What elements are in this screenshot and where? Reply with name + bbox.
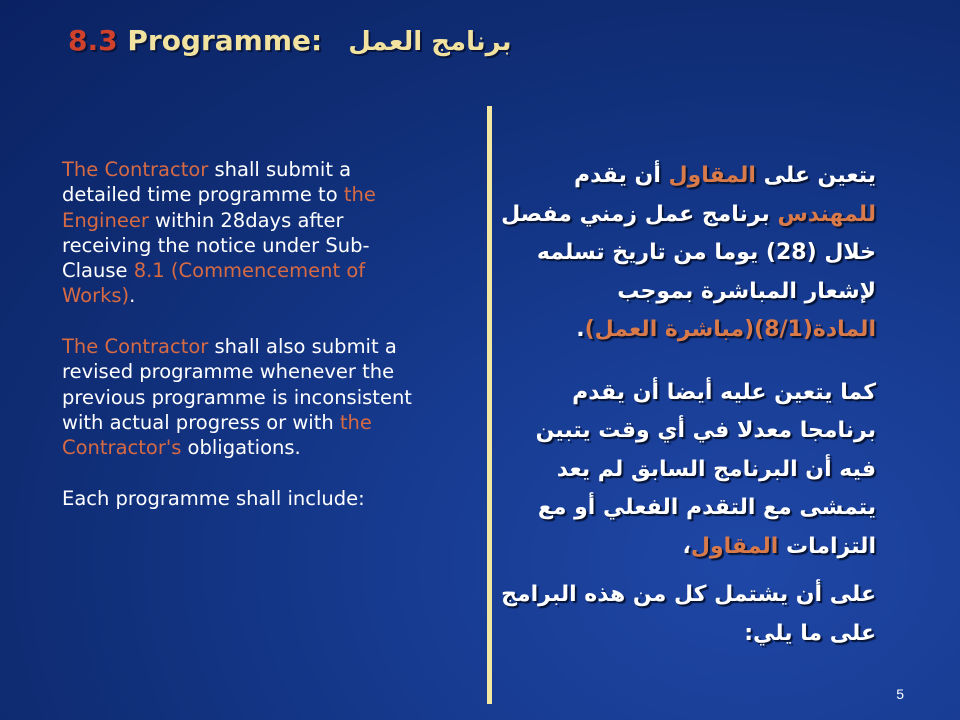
arabic-line: كما يتعين عليه أيضا أن يقدم	[572, 379, 876, 405]
column-divider	[487, 106, 492, 704]
arabic-text: ،	[682, 533, 691, 559]
arabic-text: التزامات	[778, 533, 876, 559]
arabic-text: يتعين على	[755, 163, 876, 188]
title-arabic: برنامج العمل	[348, 27, 512, 57]
arabic-line: برنامجا معدلا في أي وقت يتبين	[535, 418, 876, 443]
term-contractors: the Contractor's	[62, 410, 372, 460]
term-contractor: The Contractor	[62, 158, 209, 181]
english-paragraph-2	[62, 334, 432, 460]
arabic-column	[498, 157, 876, 677]
english-text: shall submit a detailed time programme to	[62, 158, 352, 207]
term-engineer: the Engineer	[62, 183, 376, 232]
english-paragraph-1	[62, 157, 432, 309]
title-english-text: Programme:	[127, 24, 323, 57]
arabic-paragraph-3	[498, 576, 876, 653]
english-text: within 28days after receiving the notice under Sub-Clause	[62, 208, 370, 283]
arabic-line: يتمشى مع التقدم الفعلي أو مع	[537, 495, 876, 520]
english-paragraph-3: Each programme shall include:	[62, 486, 365, 510]
arabic-text: أن يقدم	[573, 163, 669, 188]
arabic-line: خلال (28) يوما من تاريخ تسلمه	[536, 240, 876, 265]
english-column	[62, 157, 432, 536]
term-contractor: The Contractor	[62, 335, 209, 359]
arabic-line	[498, 196, 876, 235]
term-sub-clause: 8.1 (Commencement of Works)	[62, 259, 366, 308]
slide-title	[68, 24, 512, 68]
arabic-text: .	[576, 317, 585, 342]
arabic-term-contractor: المقاول	[668, 163, 756, 188]
arabic-paragraph-1	[498, 157, 876, 350]
arabic-line: على أن يشتمل كل من هذه البرامج	[501, 582, 876, 607]
title-number: 8.3	[68, 24, 118, 57]
arabic-line	[498, 311, 876, 350]
arabic-line	[498, 528, 876, 567]
title-english	[68, 24, 322, 57]
arabic-text: برنامج عمل زمني مفصل	[501, 201, 778, 227]
arabic-paragraph-2	[498, 374, 876, 567]
english-text: shall also submit a revised programme whenever the previous programme is inconsistent with actual progress or with	[62, 335, 412, 434]
page-number: 5	[896, 686, 904, 702]
arabic-term-clause: المادة(8/1)(مباشرة العمل)	[584, 317, 876, 342]
arabic-term-contractor: المقاول	[690, 533, 779, 559]
arabic-term-engineer: للمهندس	[777, 201, 876, 227]
arabic-line: فيه أن البرنامج السابق لم يعد	[556, 456, 876, 482]
arabic-line: على ما يلي:	[744, 620, 876, 646]
english-text: obligations.	[181, 436, 301, 460]
arabic-line: لإشعار المباشرة بموجب	[617, 278, 876, 304]
arabic-line	[498, 157, 876, 196]
english-text: .	[129, 284, 136, 308]
